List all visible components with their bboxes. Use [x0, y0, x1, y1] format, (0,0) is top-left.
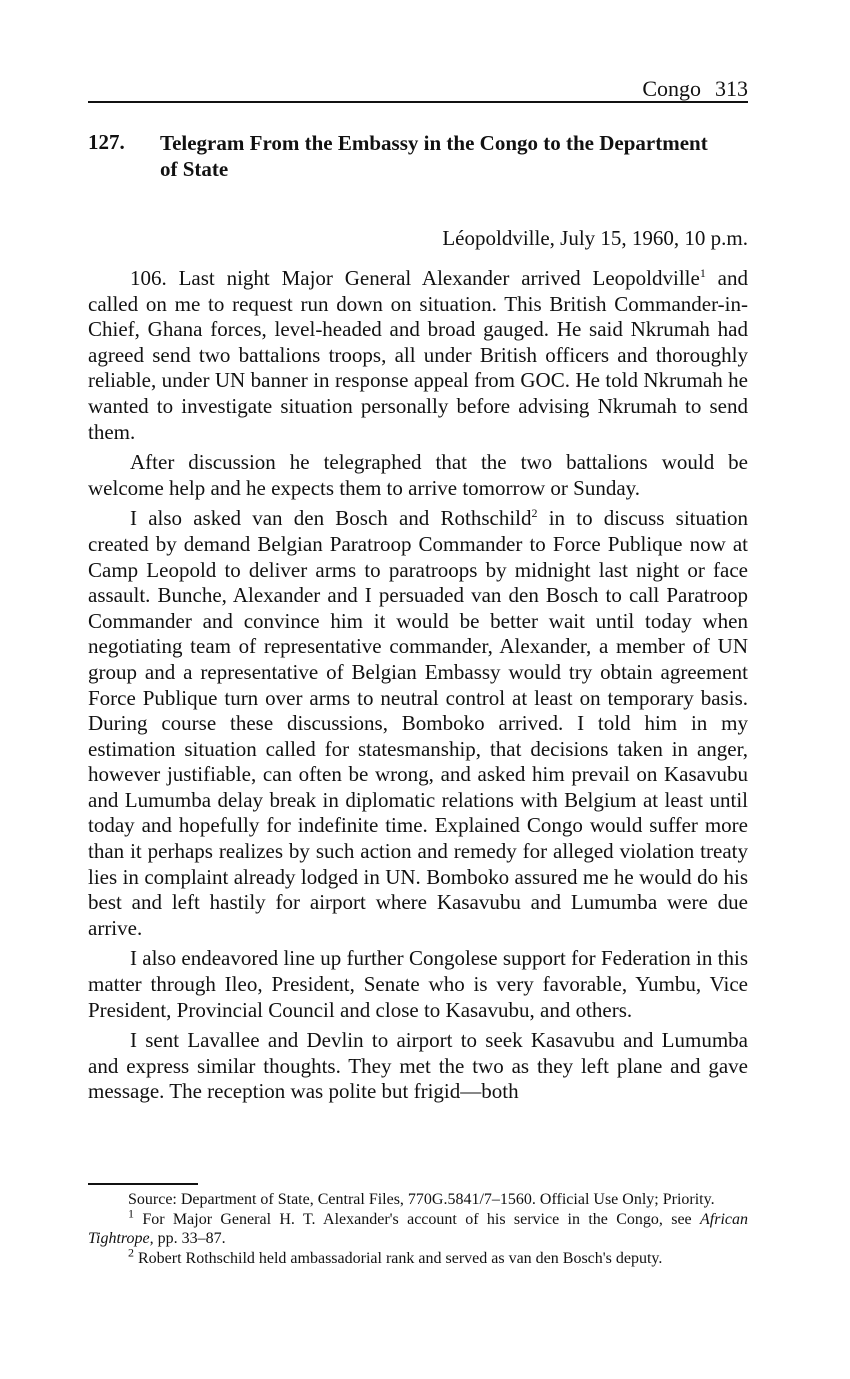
footnote-ref-2: 2	[531, 506, 538, 521]
paragraph-1-text-a: 106. Last night Major General Alexander arrived Leopoldville	[130, 266, 700, 290]
footnote-1-book-title: African Tightrope,	[88, 1210, 749, 1247]
header-section: Congo	[642, 76, 701, 101]
paragraph-3-text-a: I also asked van den Bosch and Rothschild	[130, 506, 532, 531]
footnote-1	[88, 1206, 749, 1249]
paragraph-3	[88, 506, 748, 941]
footnote-1-text-a: For Major General H. T. Alexander's account of his service in the Congo, see	[142, 1210, 692, 1228]
document-title: Telegram From the Embassy in the Congo to the Department of State	[160, 131, 708, 181]
paragraph-4: I also endeavored line up further Congolese support for Federation in this matter through Ileo, President, Senate who is very favorable, Yumbu, Vice President, Provincial Council and close to Kasavubu, and others.	[88, 946, 748, 1022]
source-note: Source: Department of State, Central Files, 770G.5841/7–1560. Official Use Only; Priority.	[128, 1191, 715, 1208]
footnote-1-mark: 1	[128, 1206, 134, 1221]
paragraph-2: After discussion he telegraphed that the two battalions would be welcome help and he expects them to arrive tomorrow or Sunday.	[88, 450, 748, 500]
dateline: Léopoldville, July 15, 1960, 10 p.m.	[442, 226, 748, 250]
paragraph-1-text-b: and called on me to request run down on situation. This British Commander-in-Chief, Ghana forces, level-headed and broad gauged. He said Nkrumah had agreed send two battalions troops, all under British officers and thoroughly reliable, under UN banner in response appeal from GOC. He told Nkrumah he wanted to investigate situation personally before advising Nkrumah to send them.	[88, 266, 748, 444]
paragraph-3-text-b: in to discuss situation created by demand Belgian Paratroop Commander to Force Publique now at Camp Leopold to deliver arms to paratroops by midnight last night or face assault. Bunche, Alexander and I persuaded van den Bosch to call Paratroop Commander and convince him it would be better wait until today when negotiating team of representative commander, Alexander, a member of UN group and a representative of Belgian Embassy would try obtain agreement Force Publique turn over arms to neutral control at least on temporary basis. During course these discussions, Bomboko arrived. I told him in my estimation situation called for statesmanship, that decisions taken in anger, however justifiable, can often be wrong, and asked him prevail on Kasavubu and Lumumba delay break in diplomatic relations with Belgium at least until today and hopefully for indefinite time. Explained Congo would suffer more than it perhaps realizes by such action and remedy for alleged violation treaty lies in complaint already lodged in UN. Bomboko assured me he would do his best and left hastily for airport where Kasavubu and Lumumba were due arrive.	[88, 506, 748, 940]
footnotes	[88, 1190, 748, 1268]
page-number: 313	[715, 76, 748, 101]
footnote-ref-1: 1	[699, 266, 706, 280]
document-number: 127.	[88, 130, 125, 154]
paragraph-1	[88, 266, 748, 445]
telegram-body	[88, 266, 748, 1110]
footnote-rule	[88, 1183, 198, 1185]
footnote-2-text: Robert Rothschild held ambassadorial rank and served as van den Bosch's deputy.	[138, 1249, 663, 1267]
footnote-2	[88, 1245, 748, 1269]
running-header	[88, 76, 748, 103]
paragraph-5: I sent Lavallee and Devlin to airport to seek Kasavubu and Lumumba and express similar thoughts. They met the two as they left plane and gave message. The reception was polite but frigid—both	[88, 1028, 748, 1104]
footnote-2-mark: 2	[128, 1245, 134, 1260]
footnote-1-text-b: pp. 33–87.	[157, 1230, 226, 1247]
